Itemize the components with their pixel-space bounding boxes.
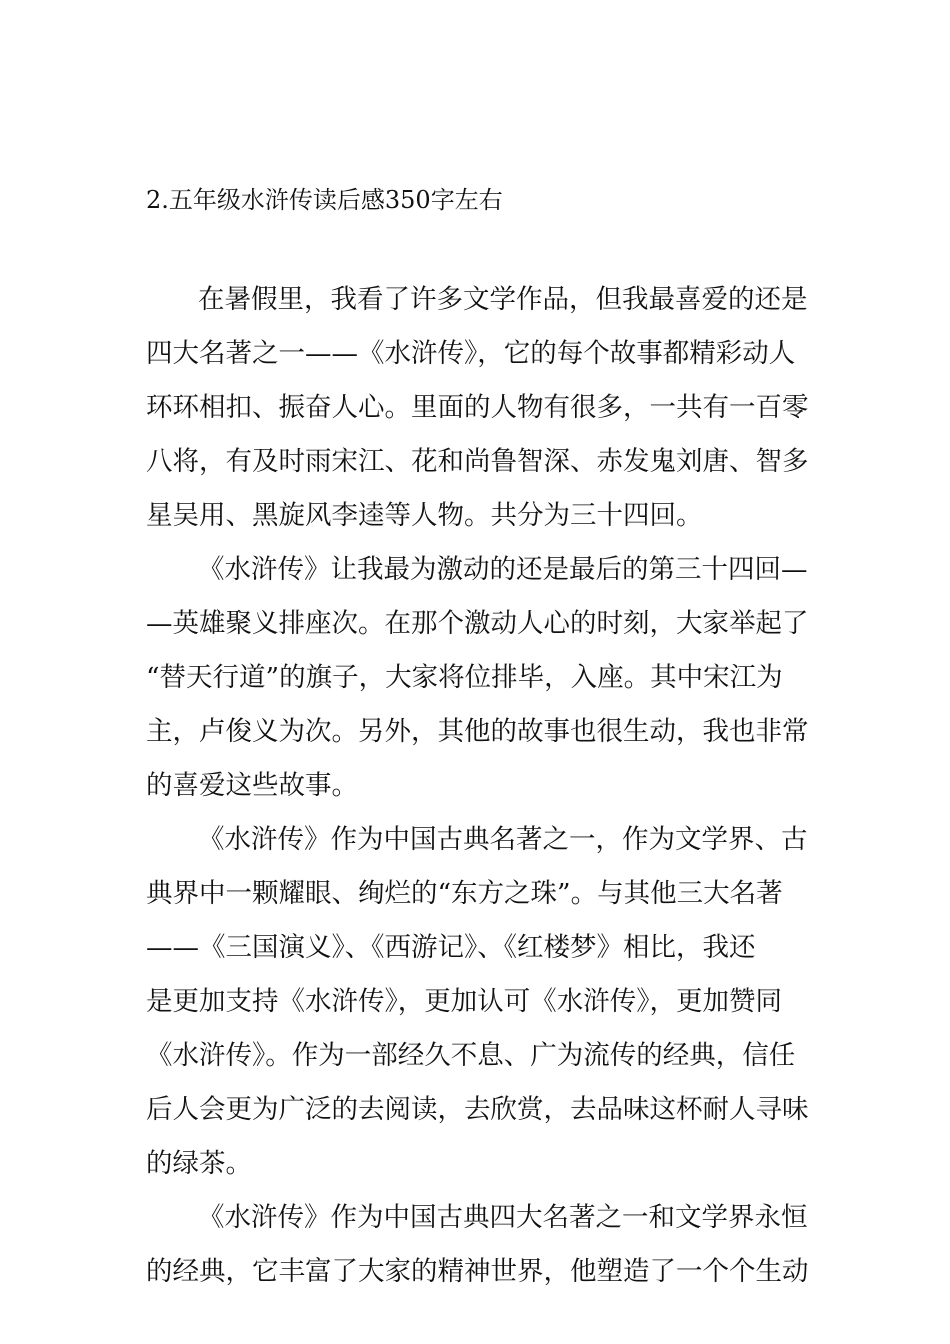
text-line: 的喜爱这些故事。: [146, 770, 358, 801]
text-line: 《水浒传》作为中国古典四大名著之一和文学界永恒: [198, 1202, 808, 1233]
text-line: 星吴用、黑旋风李逵等人物。共分为三十四回。: [146, 500, 703, 531]
text-line: 主，卢俊义为次。另外，其他的故事也很生动，我也非常: [146, 716, 809, 747]
text-line: 环环相扣、振奋人心。里面的人物有很多，一共有一百零: [146, 392, 809, 423]
text-line: 四大名著之一——《水浒传》，它的每个故事都精彩动人: [146, 338, 796, 369]
text-line: “替天行道”的旗子，大家将位排毕，入座。其中宋江为: [146, 662, 783, 693]
text-line: ——《三国演义》、《西游记》、《红楼梦》相比，我还: [146, 932, 756, 963]
text-line: 《水浒传》作为中国古典名著之一，作为文学界、古: [198, 824, 808, 855]
text-line: 《水浒传》让我最为激动的还是最后的第三十四回—: [198, 554, 808, 585]
text-line: 在暑假里，我看了许多文学作品，但我最喜爱的还是: [198, 284, 808, 315]
text-line: 八将，有及时雨宋江、花和尚鲁智深、赤发鬼刘唐、智多: [146, 446, 809, 477]
text-line: 《水浒传》。作为一部经久不息、广为流传的经典，信任: [146, 1040, 796, 1071]
text-line: 的绿茶。: [146, 1148, 252, 1179]
text-line: 后人会更为广泛的去阅读，去欣赏，去品味这杯耐人寻味: [146, 1094, 809, 1125]
text-line: —英雄聚义排座次。在那个激动人心的时刻，大家举起了: [146, 608, 809, 639]
text-line: 是更加支持《水浒传》，更加认可《水浒传》，更加赞同: [146, 986, 782, 1017]
text-line: 典界中一颗耀眼、绚烂的“东方之珠”。与其他三大名著: [146, 878, 783, 909]
text-line: 的经典，它丰富了大家的精神世界，他塑造了一个个生动: [146, 1256, 809, 1287]
section-heading: 2.五年级水浒传读后感350字左右: [146, 186, 503, 214]
